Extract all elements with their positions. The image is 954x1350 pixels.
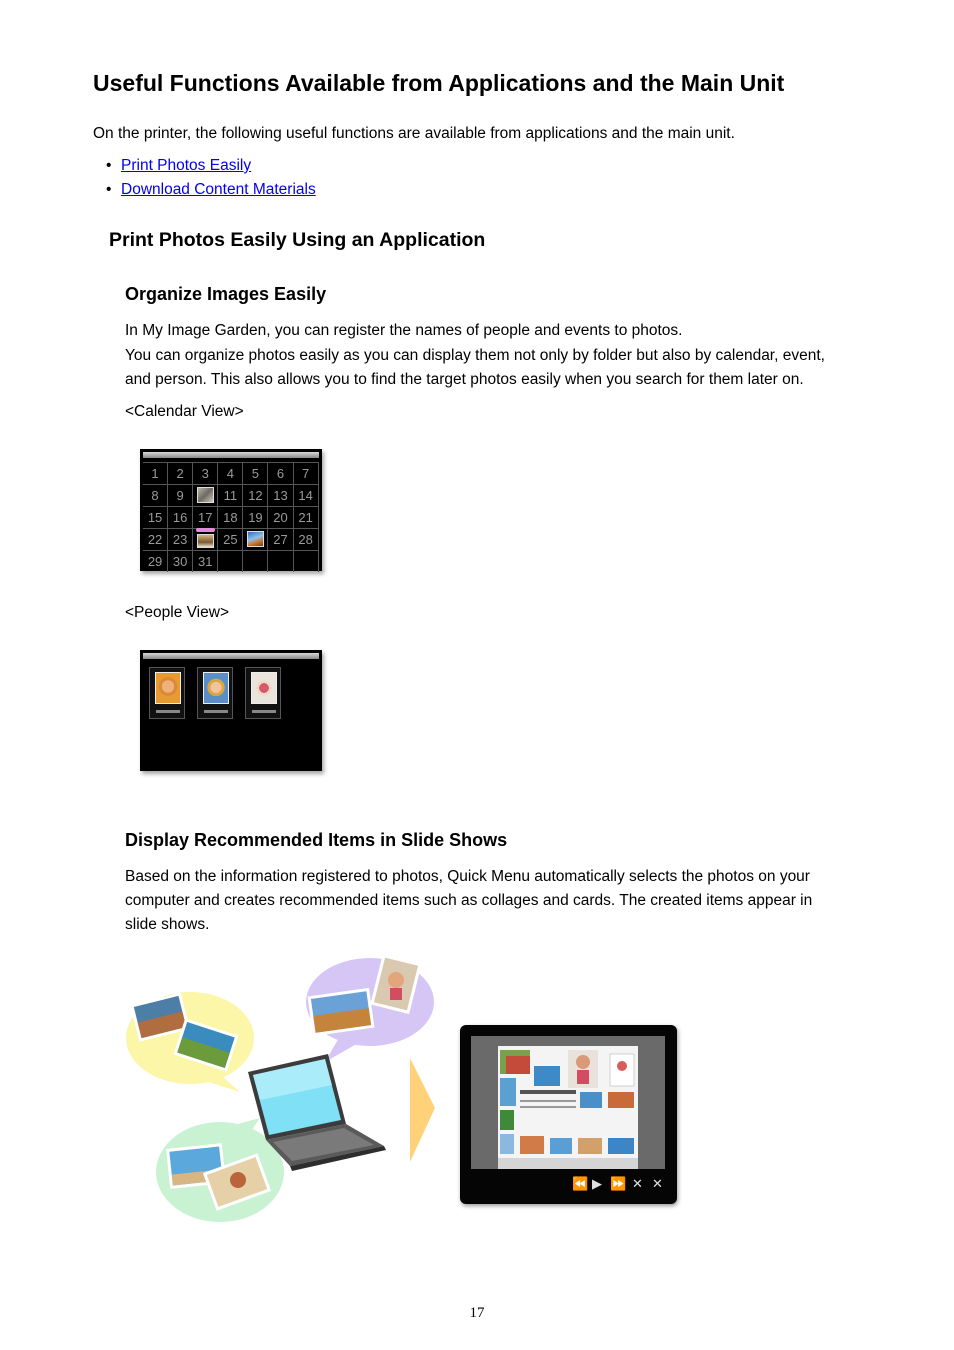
calendar-day (294, 551, 319, 572)
calendar-day: 13 (268, 485, 293, 506)
calendar-day: 20 (268, 507, 293, 528)
slideshow-screen (460, 1025, 677, 1204)
calendar-day: 9 (168, 485, 193, 506)
calendar-day (268, 551, 293, 572)
calendar-row (143, 484, 319, 506)
organize-line-3: and person. This also allows you to find the target photos easily when you search for them later on. (125, 371, 804, 388)
calendar-grid (143, 462, 319, 572)
calendar-day: 3 (193, 463, 218, 484)
play-button[interactable]: ▶ (592, 1177, 602, 1192)
calendar-day: 7 (294, 463, 319, 484)
people-caption: <People View> (125, 604, 229, 621)
slideshow-line-1: Based on the information registered to photos, Quick Menu automatically selects the photos on your (125, 868, 810, 885)
person-name-bar (156, 710, 180, 713)
calendar-day: 21 (294, 507, 319, 528)
list-item (106, 178, 316, 202)
arrow-right-icon (410, 1058, 435, 1162)
photo-thumbnail-icon (197, 534, 214, 548)
photos-to-slideshow-illustration (120, 950, 450, 1230)
calendar-day: 8 (143, 485, 168, 506)
link-list (106, 154, 316, 202)
people-view-image (140, 650, 322, 771)
photo-thumbnail-icon (197, 487, 214, 503)
section-title: Print Photos Easily Using an Application (109, 229, 486, 251)
calendar-day: 17 (193, 507, 218, 528)
calendar-day: 15 (143, 507, 168, 528)
person-photo-icon (203, 672, 229, 704)
person-card (245, 667, 281, 719)
calendar-row (143, 506, 319, 528)
photo-thumbnail-icon (247, 531, 264, 547)
calendar-day: 11 (218, 485, 243, 506)
intro-text: On the printer, the following useful functions are available from applications and the main unit. (93, 125, 735, 142)
people-title-bar (143, 653, 319, 659)
calendar-day: 23 (168, 529, 193, 550)
organize-heading: Organize Images Easily (125, 284, 327, 304)
yellow-bubble-icon (126, 992, 254, 1092)
person-photo-icon (251, 672, 277, 704)
person-card (197, 667, 233, 719)
calendar-day: 18 (218, 507, 243, 528)
calendar-day-photo (193, 529, 218, 550)
slideshow-stage (471, 1036, 665, 1169)
person-photo-icon (155, 672, 181, 704)
calendar-day: 6 (268, 463, 293, 484)
page-number: 17 (469, 1305, 485, 1321)
fast-forward-button[interactable]: ⏩ (610, 1177, 627, 1192)
calendar-day: 27 (268, 529, 293, 550)
organize-line-1: In My Image Garden, you can register the names of people and events to photos. (125, 322, 683, 339)
calendar-row (143, 550, 319, 572)
print-photos-easily-link[interactable]: Print Photos Easily (121, 157, 252, 174)
collage-illustration (498, 1046, 638, 1169)
event-tag-icon (196, 528, 215, 532)
slideshow-heading: Display Recommended Items in Slide Shows (125, 830, 508, 850)
calendar-day: 22 (143, 529, 168, 550)
organize-line-2: You can organize photos easily as you can display them not only by folder but also by calendar, event, (125, 347, 825, 364)
calendar-caption: <Calendar View> (125, 403, 244, 420)
rewind-button[interactable]: ⏪ (572, 1177, 589, 1192)
calendar-day: 29 (143, 551, 168, 572)
settings-button[interactable]: ✕ (632, 1177, 643, 1192)
purple-bubble-icon (306, 954, 434, 1062)
page-title: Useful Functions Available from Applications and the Main Unit (93, 70, 785, 96)
calendar-day (218, 551, 243, 572)
calendar-day: 28 (294, 529, 319, 550)
close-button[interactable]: ✕ (652, 1177, 663, 1192)
calendar-day: 5 (243, 463, 268, 484)
calendar-day: 19 (243, 507, 268, 528)
calendar-row (143, 462, 319, 484)
collage-card (498, 1046, 638, 1169)
calendar-day: 12 (243, 485, 268, 506)
calendar-title-bar (143, 452, 319, 458)
calendar-day: 14 (294, 485, 319, 506)
calendar-day: 25 (218, 529, 243, 550)
slideshow-line-2: computer and creates recommended items such as collages and cards. The created items appear in (125, 892, 813, 909)
calendar-day: 31 (193, 551, 218, 572)
person-card (149, 667, 185, 719)
calendar-day: 16 (168, 507, 193, 528)
calendar-day-photo (193, 485, 218, 506)
slideshow-line-3: slide shows. (125, 916, 210, 933)
calendar-day: 30 (168, 551, 193, 572)
calendar-day-photo (243, 529, 268, 550)
person-name-bar (204, 710, 228, 713)
calendar-day: 4 (218, 463, 243, 484)
calendar-day: 1 (143, 463, 168, 484)
calendar-day (243, 551, 268, 572)
calendar-row (143, 528, 319, 550)
download-content-materials-link[interactable]: Download Content Materials (121, 181, 316, 198)
calendar-day: 2 (168, 463, 193, 484)
calendar-view-image (140, 449, 322, 571)
list-item (106, 154, 316, 178)
person-name-bar (252, 710, 276, 713)
